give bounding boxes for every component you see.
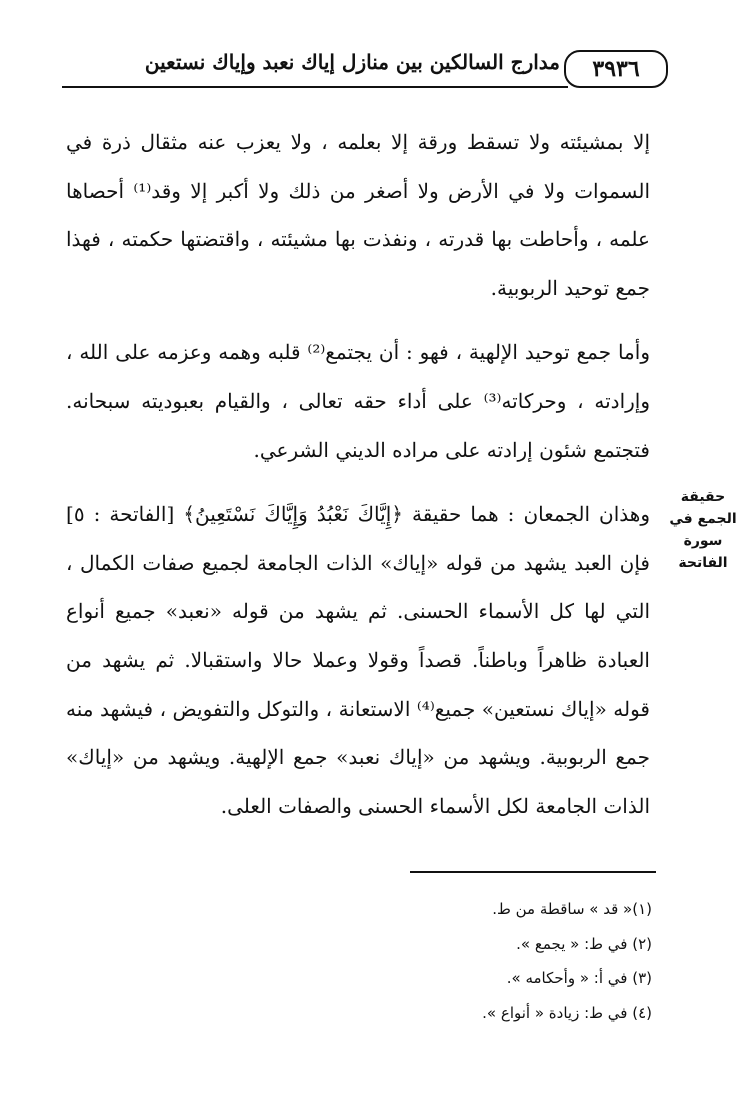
footnote: (١)« قد » ساقطة من ط. — [492, 900, 652, 918]
page-header — [62, 48, 668, 88]
running-title: مدارج السالكين بين منازل إياك نعبد وإياك نستعين — [144, 50, 560, 74]
margin-heading-line: الجمع في — [669, 511, 737, 527]
margin-heading-line: الفاتحة — [678, 555, 728, 571]
margin-heading — [658, 486, 748, 574]
paragraph-1: إلا بمشيئته ولا تسقط ورقة إلا بعلمه ، ولا يعزب عنه مثقال ذرة في السموات ولا في الأرض ولا أصغر من ذلك ولا أكبر إلا وقد⁽¹⁾ أحصاها علمه ، وأحاطت بها قدرته ، ونفذت بها مشيئته ، واقتضتها حكمته ، فهذا جمع توحيد الربوبية. — [66, 130, 650, 300]
footnote: (٤) في ط: زيادة « أنواع ». — [482, 1003, 652, 1022]
footnotes — [300, 892, 652, 1030]
margin-heading-line: حقيقة — [680, 489, 726, 505]
margin-heading-line: سورة — [683, 533, 723, 549]
footnote-separator — [410, 871, 656, 873]
paragraph-3: وهذان الجمعان : هما حقيقة ﴿إِيَّاكَ نَعْبُدُ وَإِيَّاكَ نَسْتَعِينُ﴾ [الفاتحة : ٥] فإن العبد يشهد من قوله «إياك» الذات الجامعة لجميع صفات الكمال ، التي لها كل الأسماء الحسنى. ثم يشهد من قوله «نعبد» جميع أنواع العبادة ظاهراً وباطناً. قصداً وقولا وعملا حالا واستقبالا. ثم يشهد من قوله «إياك نستعين» جميع⁽⁴⁾ الاستعانة ، والتوكل والتفويض ، فيشهد منه جمع الربوبية. ويشهد من «إياك نعبد» جمع الإلهية. ويشهد من «إياك» الذات الجامعة لكل الأسماء الحسنى والصفات العلى. — [66, 502, 650, 818]
footnote: (٣) في أ: « وأحكامه ». — [506, 969, 652, 987]
paragraph-2: وأما جمع توحيد الإلهية ، فهو : أن يجتمع⁽²⁾ قلبه وهمه وعزمه على الله ، وإرادته ، وحركاته⁽³⁾ على أداء حقه تعالى ، والقيام بعبوديته سبحانه. فتجتمع شئون إرادته على مراده الديني الشرعي. — [66, 340, 651, 462]
header-rule — [62, 86, 568, 88]
footnote: (٢) في ط: « يجمع ». — [516, 934, 652, 953]
main-text — [66, 118, 650, 830]
page-number: ٣٩٣٦ — [564, 50, 668, 88]
